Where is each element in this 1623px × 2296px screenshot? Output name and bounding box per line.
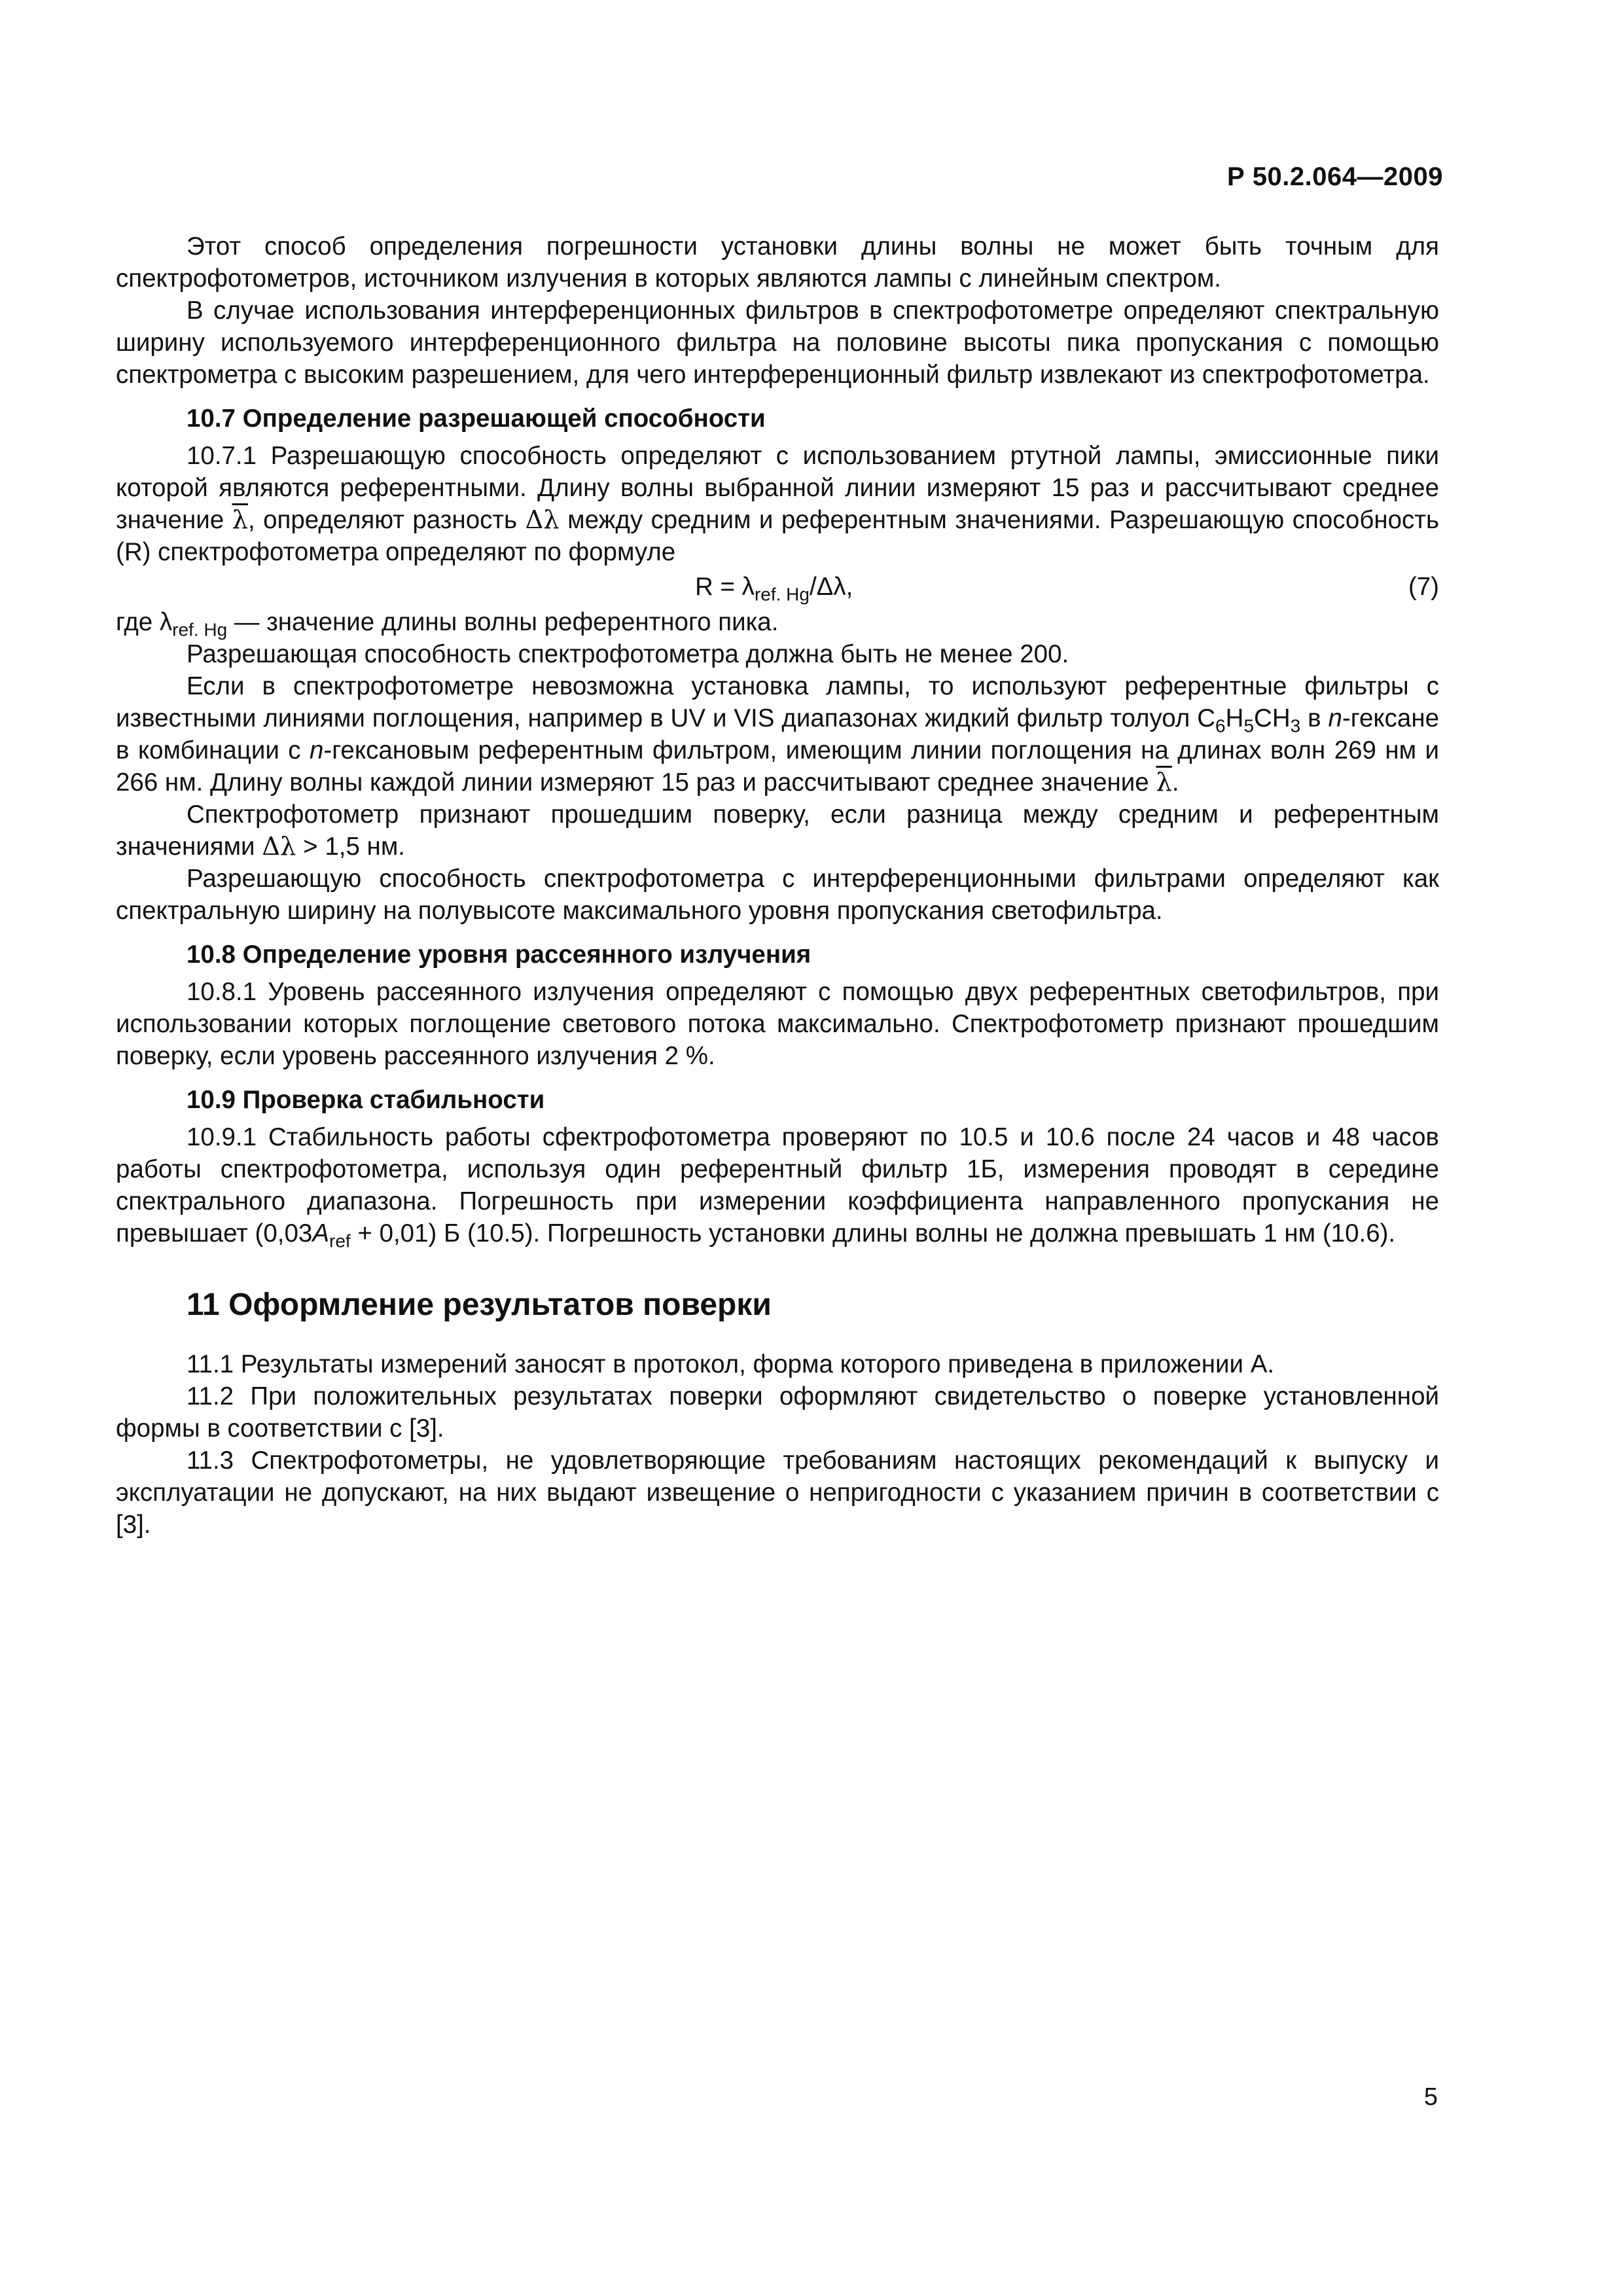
italic-n: n: [309, 736, 324, 764]
text: где λ: [116, 608, 173, 636]
delta-lambda-symbol: Δλ: [262, 832, 296, 861]
formula-subscript: ref. Hg: [754, 584, 810, 605]
paragraph: Разрешающая способность спектрофотометра должна быть не менее 200.: [187, 640, 1069, 668]
text: 10.9.1 Стабильность работы сфектрофотометра проверяют по 10.5 и 10.6 после 24 часов и 48 часов работы спектрофотометра, используя один референтный фильтр 1Б, измерения проводят в середине спектрального диапазона. Погрешность при измерении коэффициента направленного пропускания не превышает (0,03: [116, 1123, 1439, 1247]
subscript: 5: [1243, 715, 1255, 736]
paragraph: Разрешающую способность спектрофотометра с интерференционными фильтрами определяют как спектральную ширину на полувысоте максимального уровня пропускания светофильтра.: [116, 865, 1439, 925]
text: Если в спектрофотометре невозможна установка лампы, то используют референтные фильтры с известными линиями поглощения, например в UV и VIS диапазонах жидкий фильтр толуол C: [116, 672, 1439, 732]
paragraph: В случае использования интерференционных фильтров в спектрофотометре определяют спектральную ширину используемого интерференционного фильтра на половине высоты пика пропускания с помощью спектрометра с высоким разрешением, для чего интерференционный фильтр извлекают из спектрофотометра.: [116, 296, 1439, 389]
text: , определяют разность: [247, 506, 526, 534]
section-heading-10-9: 10.9 Проверка стабильности: [187, 1086, 545, 1114]
document-code: Р 50.2.064—2009: [1227, 162, 1443, 191]
text: > 1,5 нм.: [296, 833, 405, 861]
delta-lambda-symbol: Δλ: [525, 505, 560, 535]
paragraph: Этот способ определения погрешности установки длины волны не может быть точным для спектрофотометров, источником излучения в которых являются лампы с линейным спектром.: [116, 232, 1439, 293]
italic-n: n: [1328, 704, 1342, 732]
paragraph-11-1: 11.1 Результаты измерений заносят в протокол, форма которого приведена в приложении А.: [187, 1350, 1275, 1378]
text: .: [1171, 768, 1179, 797]
paragraph: [116, 670, 1439, 798]
formula-explanation: [116, 606, 1439, 638]
formula-text: /Δλ,: [809, 573, 853, 601]
paragraph-10-9-1: [116, 1121, 1439, 1249]
text: в: [1300, 704, 1329, 732]
paragraph: [116, 798, 1439, 863]
text: + 0,01) Б (10.5). Погрешность установки длины волны не должна превышать 1 нм (10.6).: [350, 1219, 1396, 1247]
subscript: 3: [1290, 715, 1301, 736]
formula-text: R = λ: [695, 573, 755, 601]
text: — значение длины волны референтного пика.: [227, 608, 779, 636]
text: -гексановым референтным фильтром, имеющим линии поглощения на длинах волн 269 нм и 266 нм. Длину волны каждой линии измеряют 15 раз и рассчитывают среднее значение: [116, 736, 1440, 797]
paragraph-11-3: 11.3 Спектрофотометры, не удовлетворяющие требованиям настоящих рекомендаций к выпуску и эксплуатации не допускают, на них выдают извещение о непригодности с указанием причин в соответствии с [3].: [116, 1446, 1439, 1539]
section-heading-10-8: 10.8 Определение уровня рассеянного излучения: [187, 941, 812, 969]
text: CH: [1254, 704, 1291, 732]
subscript: ref. Hg: [172, 619, 228, 640]
page-number: 5: [1423, 2083, 1438, 2111]
text: Спектрофотометр признают прошедшим поверку, если разница между средним и референтным значениями: [116, 800, 1439, 861]
text: -гексане в комбинации с: [116, 704, 1439, 764]
section-heading-11: 11 Оформление результатов поверки: [187, 1287, 772, 1322]
text: между средним и референтным значениями. Разрешающую способность (R) спектрофотометра определяют по формуле: [116, 506, 1439, 566]
lambda-mean-symbol: $\overline{\lambda}$: [232, 505, 248, 535]
formula-row: [116, 571, 1439, 606]
formula-number: (7): [1408, 573, 1439, 601]
page-content: [116, 230, 1439, 1541]
text: H: [1225, 704, 1244, 732]
paragraph-11-2: 11.2 При положительных результатах поверки оформляют свидетельство о поверке установленной формы в соответствии с [3].: [116, 1382, 1439, 1443]
section-heading-10-7: 10.7 Определение разрешающей способности: [187, 404, 766, 433]
subscript: ref: [329, 1230, 351, 1251]
subscript: 6: [1215, 715, 1226, 736]
paragraph-10-7-1: [116, 440, 1439, 568]
resolution-formula: [695, 571, 853, 603]
paragraph-10-8-1: 10.8.1 Уровень рассеянного излучения определяют с помощью двух референтных светофильтров, при использовании которых поглощение светового потока максимально. Спектрофотометр признают прошедшим поверку, если уровень рассеянного излучения 2 %.: [116, 978, 1439, 1070]
italic-a: A: [312, 1219, 329, 1247]
lambda-mean-symbol: $\overline{\lambda}$: [1156, 768, 1172, 797]
text: 10.7.1 Разрешающую способность определяют с использованием ртутной лампы, эмиссионные пики которой являются референтными. Длину волны выбранной линии измеряют 15 раз и рассчитывают среднее значение: [116, 442, 1439, 534]
